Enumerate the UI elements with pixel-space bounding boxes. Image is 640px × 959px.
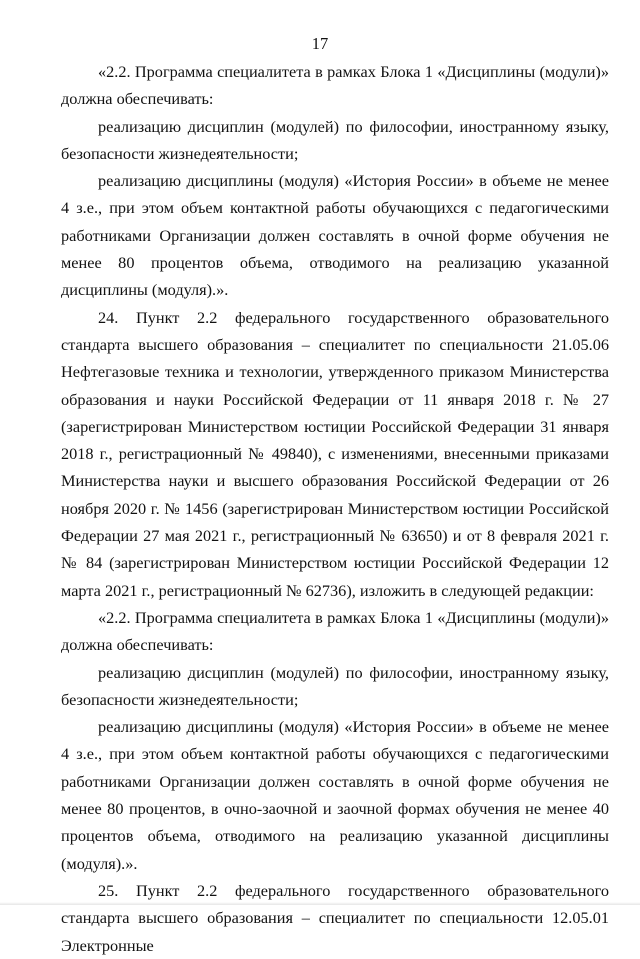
page-number: 17 bbox=[311, 34, 329, 53]
paragraph-quoted-program-intro: «2.2. Программа специалитета в рамках Блока 1 «Дисциплины (модули)» должна обеспечивать: bbox=[61, 62, 609, 109]
paragraph-history-of-russia-2: реализацию дисциплины (модуля) «История России» в объеме не менее 4 з.е., при этом объем контактной работы обучающихся с педагогическими работниками Организации должен составлять в очной форме обучения не менее 80 процентов, в очно-заочной и заочной формах обучения не менее 40 процентов объема, отводимого на реализацию указанной дисциплины (модуля).». bbox=[61, 717, 609, 873]
paragraph-philosophy-disciplines: реализацию дисциплин (модулей) по философии, иностранному языку, безопасности жизнедеятельности; bbox=[61, 116, 609, 163]
paragraph-item-25: 25. Пункт 2.2 федерального государственного образовательного стандарта высшего образования – специалитет по специальности 12.05.01 Электронные bbox=[61, 880, 609, 955]
paragraph-history-of-russia: реализацию дисциплины (модуля) «История России» в объеме не менее 4 з.е., при этом объем контактной работы обучающихся с педагогическими работниками Организации должен составлять в очной форме обучения не менее 80 процентов объема, отводимого на реализацию указанной дисциплины (модуля).». bbox=[61, 171, 609, 300]
paragraph-quoted-program-intro-2: «2.2. Программа специалитета в рамках Блока 1 «Дисциплины (модули)» должна обеспечивать: bbox=[61, 607, 609, 655]
paragraph-philosophy-disciplines-2: реализацию дисциплин (модулей) по философии, иностранному языку, безопасности жизнедеятельности; bbox=[61, 662, 609, 709]
document-body bbox=[61, 58, 609, 959]
paragraph-item-24: 24. Пункт 2.2 федерального государственного образовательного стандарта высшего образования – специалитет по специальности 21.05.06 Нефтегазовые техника и технологии, утвержденного приказом Министерства образования и науки Российской Федерации от 11 января 2018 г. № 27 (зарегистрирован Министерством юстиции Российской Федерации 31 января 2018 г., регистрационный № 49840), с изменениями, внесенными приказами Министерства науки и высшего образования Российской Федерации от 26 ноября 2020 г. № 1456 (зарегистрирован Министерством юстиции Российской Федерации 27 мая 2021 г., регистрационный № 63650) и от 8 февраля 2021 г. № 84 (зарегистрирован Министерством юстиции Российской Федерации 12 марта 2021 г., регистрационный № 62736), изложить в следующей редакции: bbox=[61, 307, 609, 600]
